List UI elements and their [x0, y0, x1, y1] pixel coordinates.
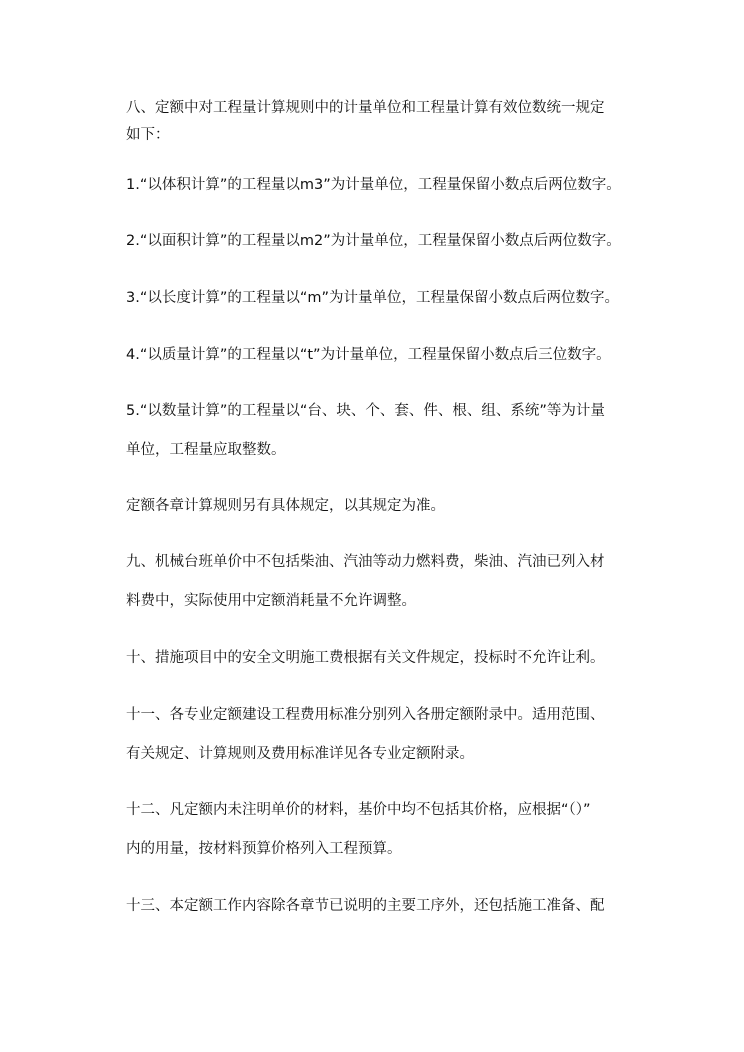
text-line: 如下： — [126, 127, 170, 143]
text-line: 1.“以体积计算”的工程量以m3”为计量单位，工程量保留小数点后两位数字。 — [126, 177, 621, 193]
text-line: 4.“以质量计算”的工程量以“t”为计量单位，工程量保留小数点后三位数字。 — [126, 347, 611, 363]
text-line: 5.“以数量计算”的工程量以“台、块、个、套、件、根、组、系统”等为计量 — [126, 403, 605, 419]
text-line: 3.“以长度计算”的工程量以“m”为计量单位，工程量保留小数点后两位数字。 — [126, 290, 620, 306]
text-line: 十二、凡定额内未注明单价的材料，基价中均不包括其价格，应根据“（）” — [126, 802, 591, 818]
text-line: 十、措施项目中的安全文明施工费根据有关文件规定，投标时不允许让利。 — [126, 650, 605, 666]
text-line: 料费中，实际使用中定额消耗量不允许调整。 — [126, 593, 416, 609]
text-line: 十三、本定额工作内容除各章节已说明的主要工序外，还包括施工准备、配 — [126, 898, 605, 914]
text-line: 有关规定、计算规则及费用标准详见各专业定额附录。 — [126, 746, 474, 762]
text-line: 十一、各专业定额建设工程费用标准分别列入各册定额附录中。适用范围、 — [126, 707, 605, 723]
text-line: 九、机械台班单价中不包括柴油、汽油等动力燃料费，柴油、汽油已列入材 — [126, 554, 605, 570]
text-line: 2.“以面积计算”的工程量以m2”为计量单位，工程量保留小数点后两位数字。 — [126, 233, 621, 249]
text-line: 单位，工程量应取整数。 — [126, 442, 286, 458]
text-line: 定额各章计算规则另有具体规定，以其规定为准。 — [126, 498, 445, 514]
text-line: 八、定额中对工程量计算规则中的计量单位和工程量计算有效位数统一规定 — [126, 100, 605, 116]
text-line: 内的用量，按材料预算价格列入工程预算。 — [126, 841, 402, 857]
